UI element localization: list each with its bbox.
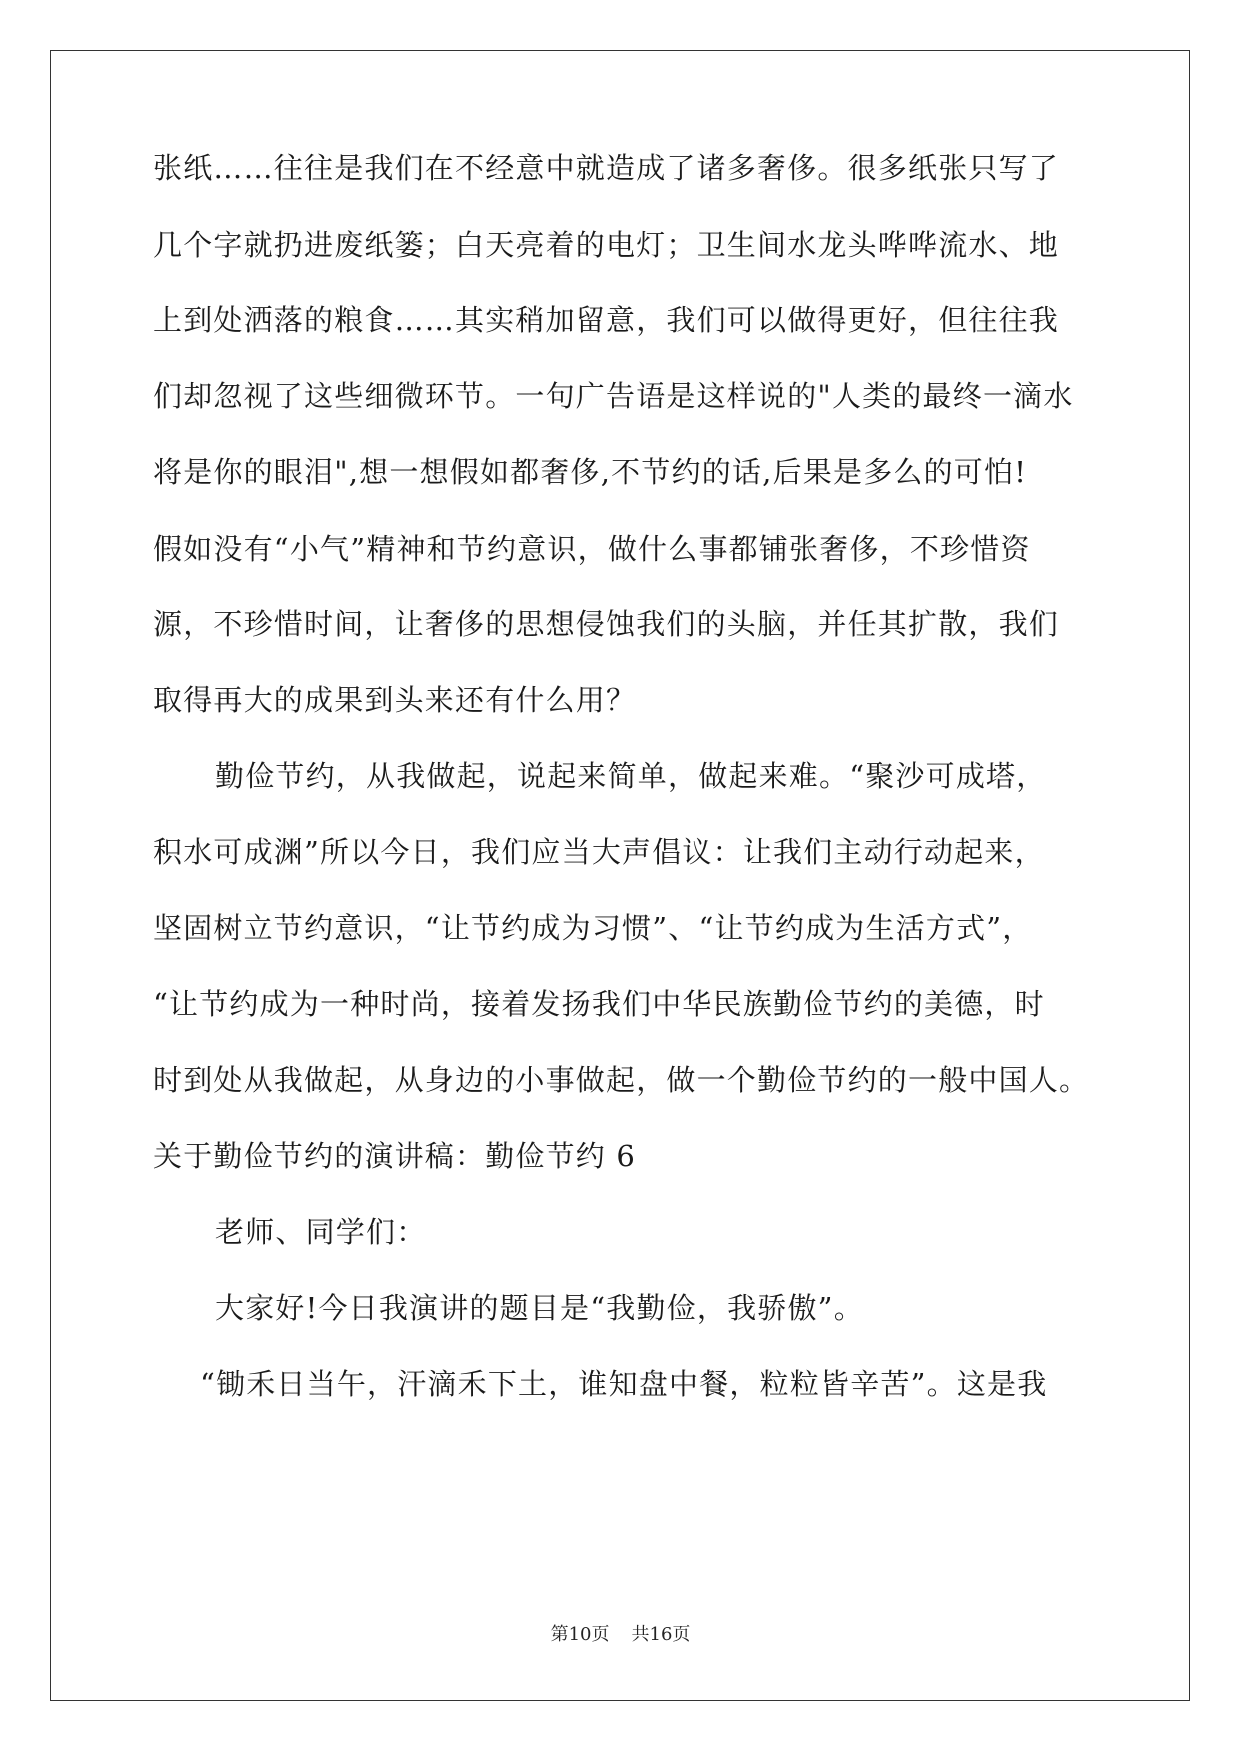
paragraph-line: 积水可成渊”所以今日，我们应当大声倡议：让我们主动行动起来，: [153, 835, 1045, 869]
paragraph-line: 上到处洒落的粮食……其实稍加留意，我们可以做得更好，但往往我: [153, 303, 1060, 337]
paragraph-line: 坚固树立节约意识，“让节约成为习惯”、“让节约成为生活方式”，: [153, 911, 1033, 945]
paragraph-line: 取得再大的成果到头来还有什么用？: [153, 683, 637, 717]
paragraph-line: “让节约成为一种时尚，接着发扬我们中华民族勤俭节约的美德，时: [153, 987, 1045, 1021]
paragraph-line: 勤俭节约，从我做起，说起来简单，做起来难。“聚沙可成塔，: [215, 759, 1047, 793]
paragraph-line: 时到处从我做起，从身边的小事做起，做一个勤俭节约的一般中国人。: [153, 1063, 1090, 1097]
paragraph-line: “锄禾日当午，汗滴禾下土，谁知盘中餐，粒粒皆辛苦”。这是我: [200, 1367, 1048, 1401]
paragraph-line: 大家好!今日我演讲的题目是“我勤俭，我骄傲”。: [215, 1291, 864, 1325]
paragraph-line: 几个字就扔进废纸篓；白天亮着的电灯；卫生间水龙头哗哗流水、地: [153, 228, 1060, 262]
paragraph-line: 将是你的眼泪",想一想假如都奢侈,不节约的话,后果是多么的可怕!: [153, 455, 1028, 489]
paragraph-line: 们却忽视了这些细微环节。一句广告语是这样说的"人类的最终一滴水: [153, 379, 1074, 413]
page-border: [50, 50, 1190, 1701]
paragraph-line: 张纸……往往是我们在不经意中就造成了诸多奢侈。很多纸张只写了: [153, 151, 1060, 185]
section-heading: 关于勤俭节约的演讲稿：勤俭节约 6: [153, 1139, 637, 1173]
page-total: 共16页: [631, 1624, 691, 1645]
page-number: 第10页: [550, 1624, 610, 1645]
paragraph-line: 假如没有“小气”精神和节约意识，做什么事都铺张奢侈，不珍惜资: [153, 532, 1031, 566]
salutation: 老师、同学们：: [215, 1215, 427, 1249]
paragraph-line: 源，不珍惜时间，让奢侈的思想侵蚀我们的头脑，并任其扩散，我们: [153, 607, 1060, 641]
page-footer: [0, 1620, 1241, 1646]
